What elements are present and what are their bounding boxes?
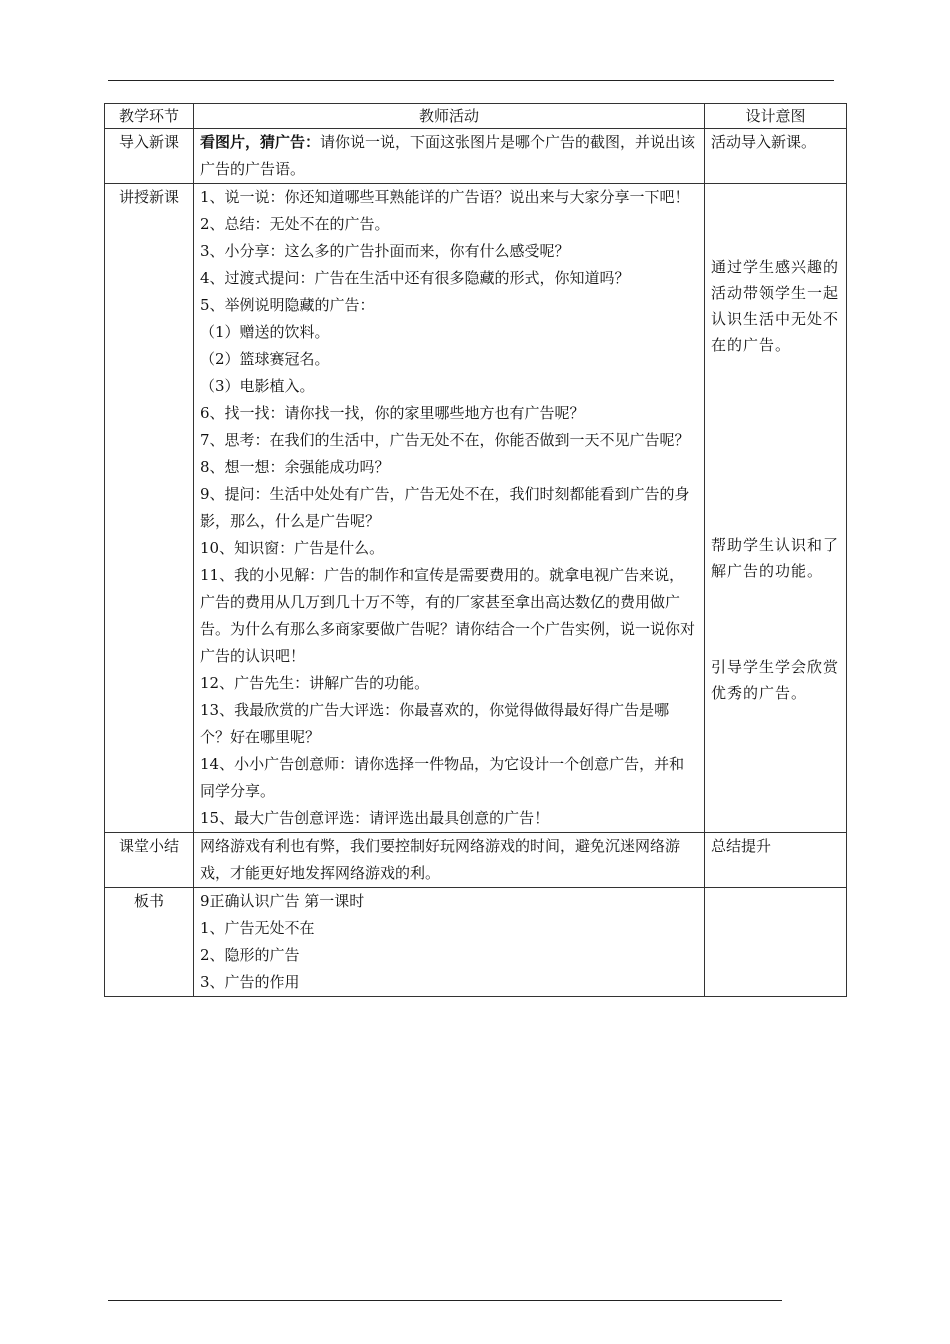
- teach-item-9: 9、提问：生活中处处有广告，广告无处不在，我们时刻都能看到广告的身影，那么，什么是广告呢？: [200, 485, 690, 530]
- board-line-1: 1、广告无处不在: [200, 919, 315, 937]
- teach-item-6: 6、找一找：请你找一找，你的家里哪些地方也有广告呢？: [200, 404, 585, 422]
- lesson-plan-table: [104, 103, 847, 997]
- teach-item-15: 15、最大广告创意评选：请评选出最具创意的广告！: [200, 809, 550, 827]
- board-line-2: 2、隐形的广告: [200, 946, 300, 964]
- intro-row: [105, 129, 847, 184]
- header-stage: 教学环节: [105, 104, 194, 129]
- teach-item-1: 1、说一说：你还知道哪些耳熟能详的广告语？说出来与大家分享一下吧！: [200, 188, 690, 206]
- teach-intent: [705, 184, 847, 833]
- teach-item-11: 11、我的小见解：广告的制作和宣传是需要费用的。就拿电视广告来说，广告的费用从几万到几十万不等，有的厂家甚至拿出高达数亿的费用做广告。为什么有那么多商家要做广告呢？请你结合一个广告实例，说一说你对广告的认识吧！: [200, 566, 696, 665]
- intent-spacer-lower: [711, 584, 840, 654]
- summary-row: [105, 833, 847, 888]
- intent-spacer-top: [711, 184, 840, 254]
- teach-item-5-2: （2）篮球赛冠名。: [200, 350, 330, 368]
- board-intent: [705, 888, 847, 997]
- teach-item-5: 5、举例说明隐藏的广告：: [200, 296, 375, 314]
- teach-item-5-3: （3）电影植入。: [200, 377, 315, 395]
- intent-spacer-middle: [711, 358, 840, 532]
- board-content: [194, 888, 705, 997]
- header-activity: 教师活动: [194, 104, 705, 129]
- teach-intent-3: 引导学生学会欣赏优秀的广告。: [711, 658, 840, 702]
- teach-item-3: 3、小分享：这么多的广告扑面而来，你有什么感受呢？: [200, 242, 570, 260]
- intro-activity-text: 请你说一说，下面这张图片是哪个广告的截图，并说出该广告的广告语。: [200, 133, 696, 178]
- table-header-row: [105, 104, 847, 129]
- board-stage: 板书: [105, 888, 194, 997]
- intro-stage: 导入新课: [105, 129, 194, 184]
- header-rule: [108, 80, 834, 81]
- board-line-3: 3、广告的作用: [200, 973, 300, 991]
- teach-item-2: 2、总结：无处不在的广告。: [200, 215, 390, 233]
- teach-stage: 讲授新课: [105, 184, 194, 833]
- teach-item-7: 7、思考：在我们的生活中，广告无处不在，你能否做到一天不见广告呢？: [200, 431, 690, 449]
- teach-item-12: 12、广告先生：讲解广告的功能。: [200, 674, 430, 692]
- intro-activity: [194, 129, 705, 184]
- teach-intent-1: 通过学生感兴趣的活动带领学生一起认识生活中无处不在的广告。: [711, 258, 840, 354]
- teach-intent-2: 帮助学生认识和了解广告的功能。: [711, 536, 840, 580]
- intro-activity-title: 看图片，猜广告：: [200, 133, 321, 151]
- teach-item-4: 4、过渡式提问：广告在生活中还有很多隐藏的形式，你知道吗？: [200, 269, 630, 287]
- teach-row: [105, 184, 847, 833]
- teach-item-14: 14、小小广告创意师：请你选择一件物品，为它设计一个创意广告，并和同学分享。: [200, 755, 685, 800]
- footer-rule: [108, 1300, 782, 1301]
- teach-item-8: 8、想一想：余强能成功吗？: [200, 458, 390, 476]
- summary-activity: 网络游戏有利也有弊，我们要控制好玩网络游戏的时间，避免沉迷网络游戏，才能更好地发挥网络游戏的利。: [194, 833, 705, 888]
- teach-item-10: 10、知识窗：广告是什么。: [200, 539, 385, 557]
- teach-activity: [194, 184, 705, 833]
- teach-item-13: 13、我最欣赏的广告大评选：你最喜欢的，你觉得做得最好得广告是哪个？好在哪里呢？: [200, 701, 670, 746]
- board-title: 9正确认识广告 第一课时: [200, 892, 365, 910]
- header-intent: 设计意图: [705, 104, 847, 129]
- summary-stage: 课堂小结: [105, 833, 194, 888]
- intro-intent: 活动导入新课。: [705, 129, 847, 184]
- teach-item-5-1: （1）赠送的饮料。: [200, 323, 330, 341]
- summary-intent: 总结提升: [705, 833, 847, 888]
- board-row: [105, 888, 847, 997]
